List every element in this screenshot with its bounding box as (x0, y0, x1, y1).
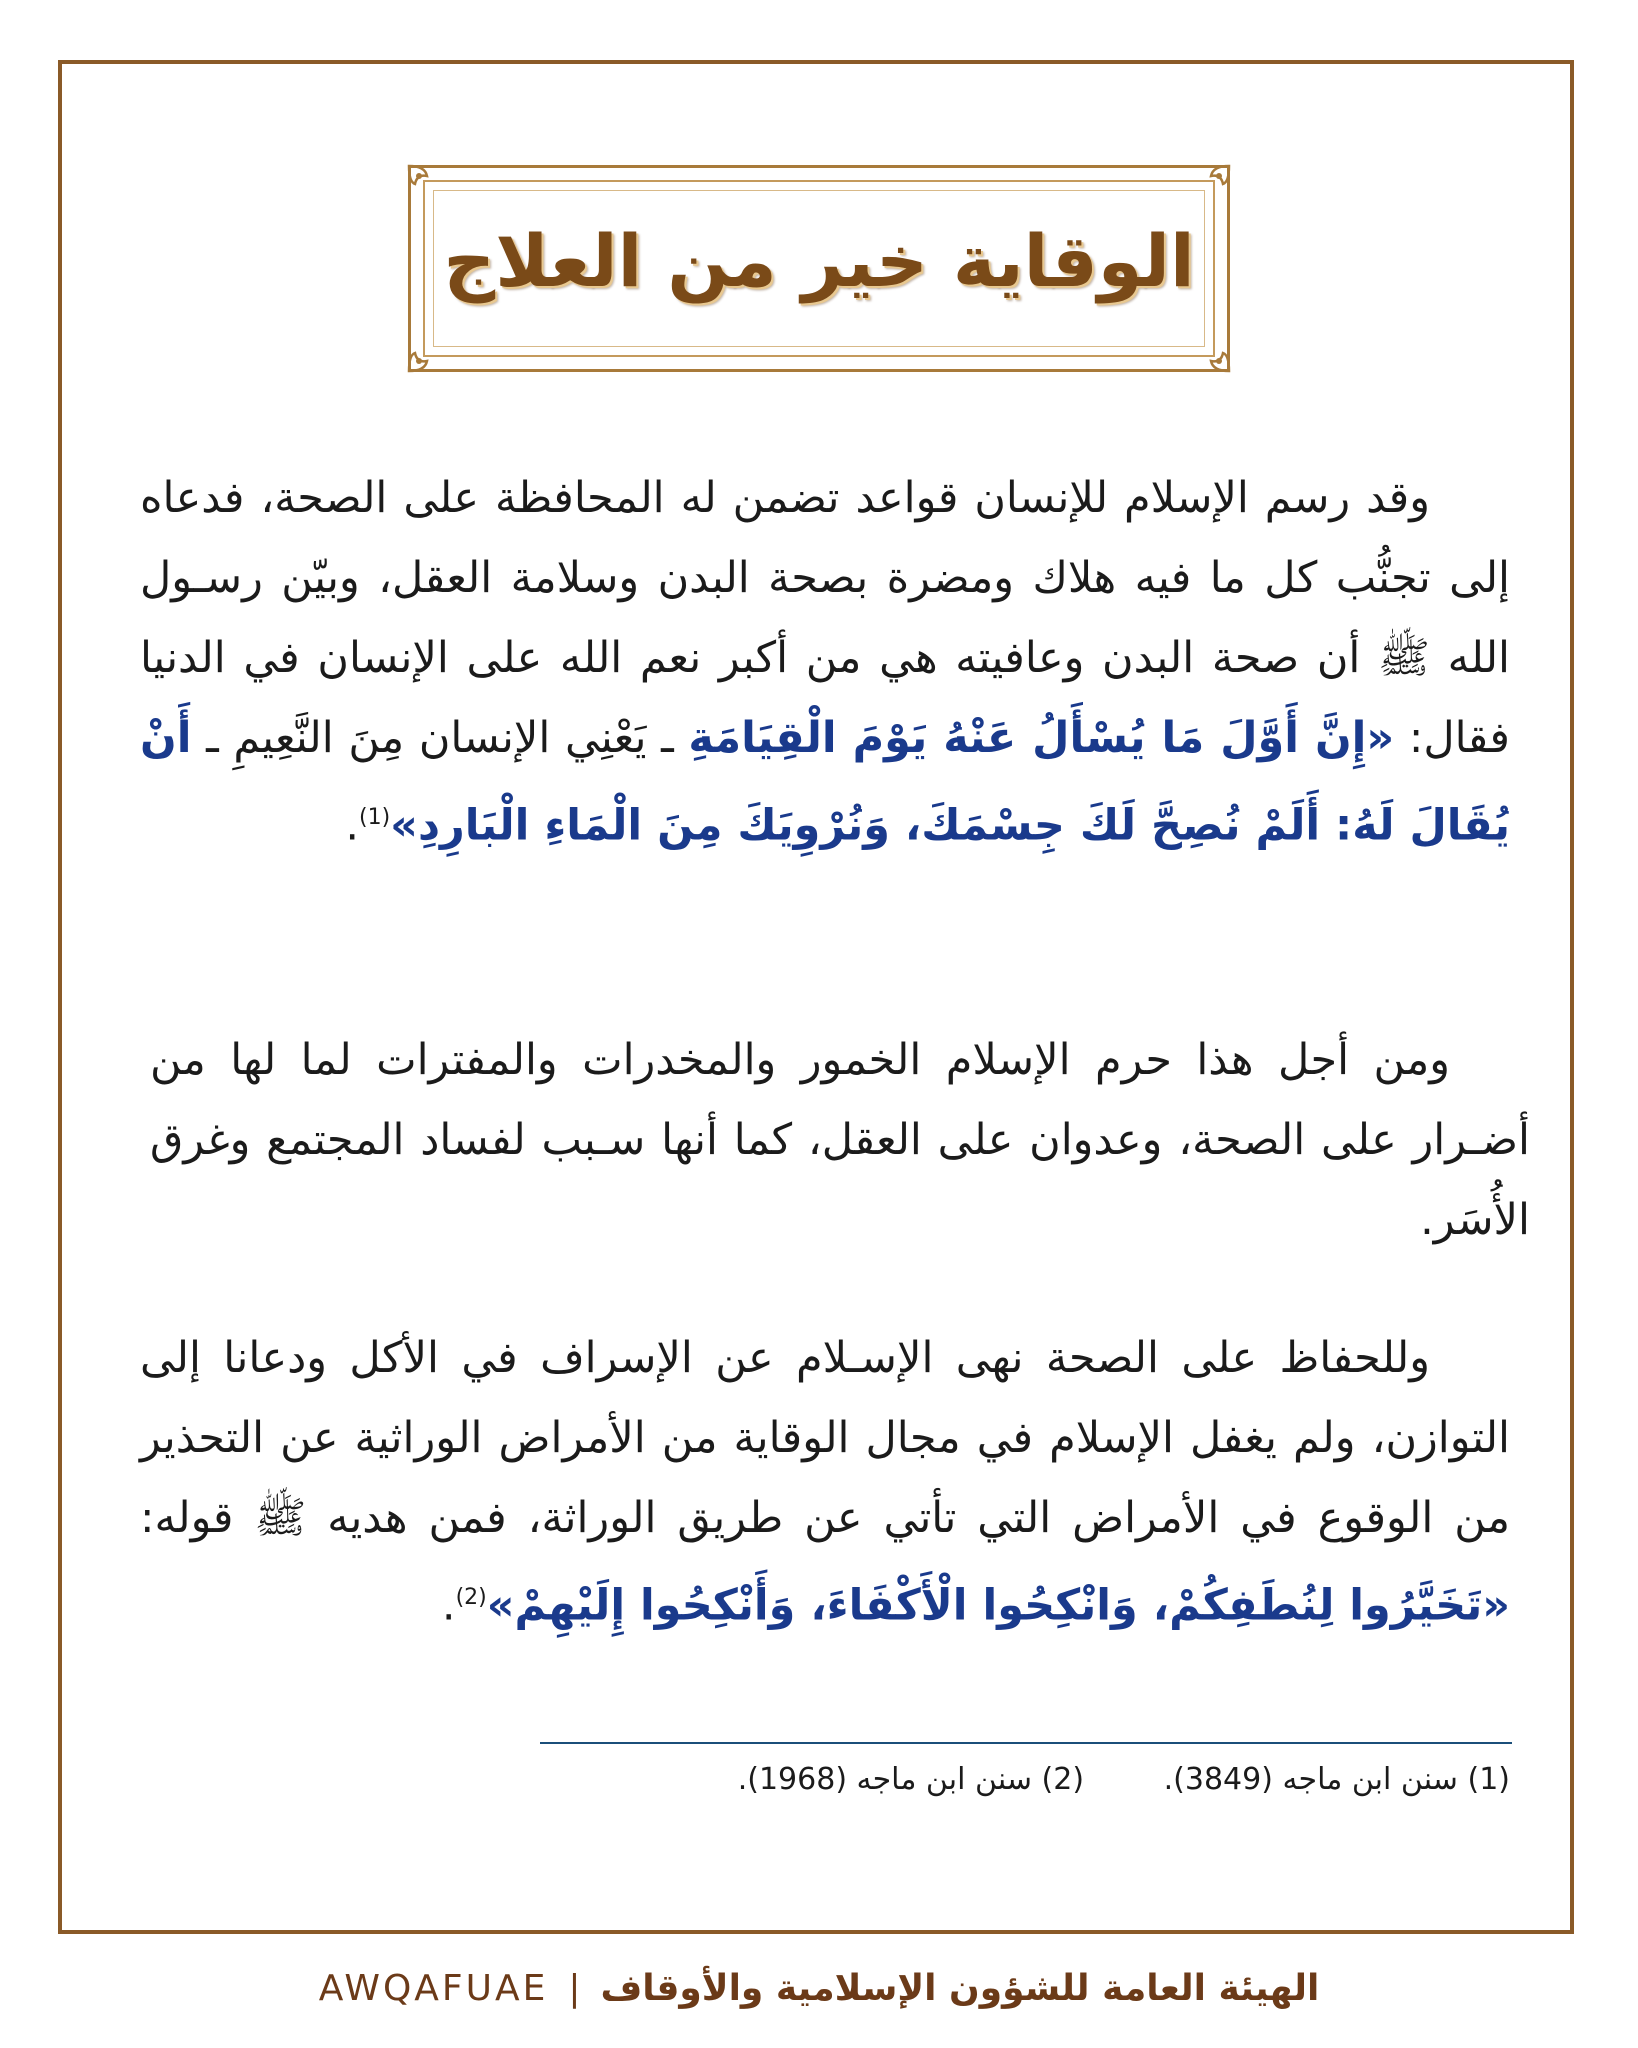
title-cartouche (408, 165, 1230, 372)
hadith-quote: «إِنَّ أَوَّلَ مَا يُسْأَلُ عَنْهُ يَوْمَ الْقِيَامَةِ (688, 713, 1395, 763)
paragraph-health-rules (140, 458, 1510, 865)
footnote-ref: (2) (455, 1585, 487, 1610)
footnote-item: (1) سنن ابن ماجه (3849). (1163, 1762, 1510, 1797)
paragraph-text: وللحفاظ على الصحة نهى الإسـلام عن الإسراف في الأكل ودعانا إلى التوازن، ولم يغفل الإسلام في مجال الوقاية من الأمراض الوراثية عن التحذير من الوقوع في الأمراض التي تأتي عن طريق الوراثة، فمن هديه ﷺ قوله: (140, 1333, 1510, 1543)
paragraph-prohibitions (150, 1020, 1530, 1260)
brand-arabic: الهيئة العامة للشؤون الإسلامية والأوقاف (600, 1967, 1320, 2009)
page-title: الوقاية خير من العلاج (443, 219, 1195, 303)
ornament-corner-icon (1187, 329, 1233, 375)
footnote-ref: (1) (358, 805, 391, 830)
branding-bar (0, 1958, 1638, 2018)
footnote-divider (540, 1742, 1512, 1744)
ornament-corner-icon (1187, 162, 1233, 208)
paragraph-moderation (140, 1318, 1510, 1645)
ornament-corner-icon (405, 329, 451, 375)
paragraph-text: ومن أجل هذا حرم الإسلام الخمور والمخدرات والمفترات لما لها من أضـرار على الصحة، وعدوان على العقل، كما أنها سـبب لفساد المجتمع وغرق الأُسَر. (150, 1035, 1530, 1245)
paragraph-end: . (345, 800, 359, 851)
paragraph-text: وقد رسم الإسلام للإنسان قواعد تضمن له المحافظة على الصحة، فدعاه إلى تجنُّب كل ما فيه هلاك ومضرة بصحة البدن وسلامة العقل، وبيّن رسـول الله ﷺ أن صحة البدن وعافيته هي من أكبر نعم الله على الإنسان في الدنيا فقال: (140, 473, 1510, 763)
footnote-item: (2) سنن ابن ماجه (1968). (737, 1762, 1085, 1797)
ornament-corner-icon (405, 162, 451, 208)
footnotes (540, 1760, 1510, 1800)
hadith-quote: أَنْ يُقَالَ لَهُ: أَلَمْ نُصِحَّ لَكَ جِسْمَكَ، وَنُرْوِيَكَ مِنَ الْمَاءِ الْبَارِدِ» (140, 713, 1510, 851)
brand-latin: AWQAFUAE (318, 1967, 549, 2009)
brand-separator: | (568, 1967, 581, 2009)
hadith-quote: «تَخَيَّرُوا لِنُطَفِكُمْ، وَانْكِحُوا الْأَكْفَاءَ، وَأَنْكِحُوا إِلَيْهِمْ» (486, 1580, 1510, 1631)
paragraph-end: . (441, 1580, 456, 1631)
paragraph-text: ـ يَعْنِي الإنسان مِنَ النَّعِيمِ ـ (191, 713, 689, 763)
